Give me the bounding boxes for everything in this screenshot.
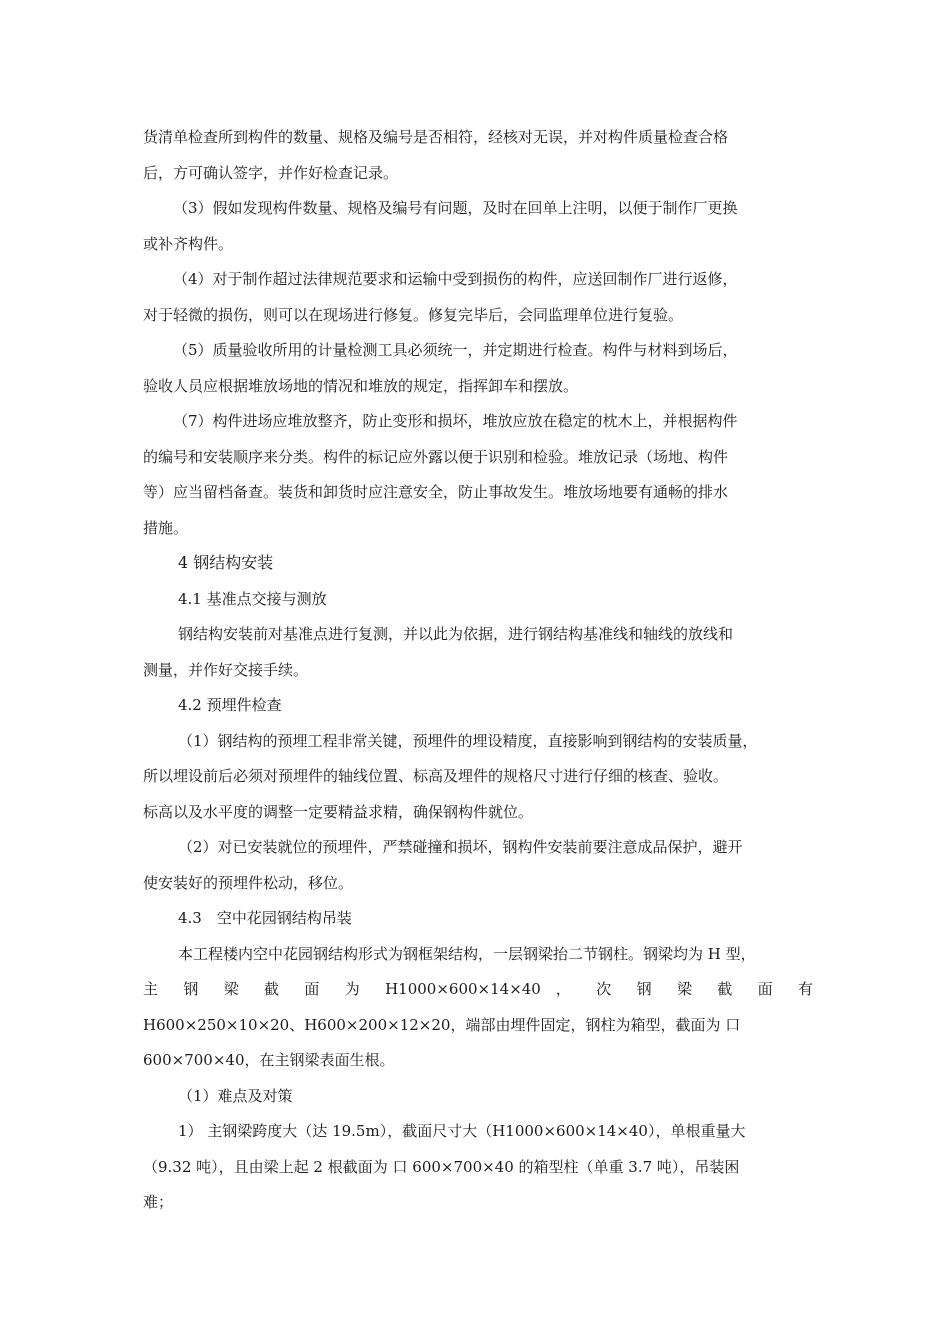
body-text-line: 对于轻微的损伤，则可以在现场进行修复。修复完毕后，会同监理单位进行复验。 — [143, 306, 684, 324]
body-text-line: 所以埋设前后必须对预埋件的轴线位置、标高及埋件的规格尺寸进行仔细的核查、验收。 — [143, 767, 729, 785]
body-text-line: 600×700×40，在主钢梁表面生根。 — [143, 1051, 395, 1069]
subsection-heading: 4.3 空中花园钢结构吊装 — [178, 909, 352, 927]
list-item-2: （2）对已安装就位的预埋件，严禁碰撞和损坏，钢构件安装前要注意成品保护，避开 — [178, 838, 743, 856]
body-text-line: 措施。 — [143, 519, 189, 537]
body-text-line: 或补齐构件。 — [143, 235, 234, 253]
list-item-5: （5）质量验收所用的计量检测工具必须统一，并定期进行检查。构件与材料到场后， — [173, 341, 738, 359]
body-text-line: 的编号和安装顺序来分类。构件的标记应外露以便于识别和检验。堆放记录（场地、构件 — [143, 448, 729, 466]
subsection-heading: 4.1 基准点交接与测放 — [178, 590, 327, 608]
body-text-line: 本工程楼内空中花园钢结构形式为钢框架结构，一层钢梁抬二节钢柱。钢梁均为 H 型， — [178, 945, 756, 963]
body-text-line: 等）应当留档备查。装货和卸货时应注意安全，防止事故发生。堆放场地要有通畅的排水 — [143, 483, 729, 501]
body-text-line: 使安装好的预埋件松动，移位。 — [143, 874, 354, 892]
body-text-line: 验收人员应根据堆放场地的情况和堆放的规定，指挥卸车和摆放。 — [143, 377, 579, 395]
body-text-line: 后，方可确认签字，并作好检查记录。 — [143, 164, 399, 182]
body-text-line: 货清单检查所到构件的数量、规格及编号是否相符，经核对无误，并对构件质量检查合格 — [143, 128, 729, 146]
body-text-line: 测量，并作好交接手续。 — [143, 661, 309, 679]
list-item-1: （1）钢结构的预埋工程非常关键，预埋件的埋设精度，直接影响到钢结构的安装质量， — [178, 732, 758, 750]
list-item-1: 1） 主钢梁跨度大（达 19.5m），截面尺寸大（H1000×600×14×40），单根重量大 — [178, 1122, 746, 1140]
subsection-heading: 4.2 预埋件检查 — [178, 696, 282, 714]
section-heading: 4 钢结构安装 — [178, 553, 274, 572]
list-item-3: （3）假如发现构件数量、规格及编号有问题，及时在回单上注明，以便于制作厂更换 — [173, 199, 738, 217]
list-item-7: （7）构件进场应堆放整齐，防止变形和损坏，堆放应放在稳定的枕木上，并根据构件 — [173, 412, 738, 430]
body-text-line: 钢结构安装前对基准点进行复测，并以此为依据，进行钢结构基准线和轴线的放线和 — [178, 625, 734, 643]
subheading-difficulties: （1）难点及对策 — [178, 1087, 293, 1105]
body-text-line: （9.32 吨），且由梁上起 2 根截面为 口 600×700×40 的箱型柱（单重 3.7 吨），吊装困 — [143, 1158, 740, 1176]
body-text-line: 标高以及水平度的调整一定要精益求精，确保钢构件就位。 — [143, 803, 534, 821]
body-text-line: 难； — [143, 1193, 174, 1211]
body-text-line: H600×250×10×20、H600×200×12×20，端部由埋件固定，钢柱为箱型，截面为 口 — [143, 1016, 741, 1034]
body-text-line: 主 钢 梁 截 面 为 H1000×600×14×40 ， 次 钢 梁 截 面 有 — [143, 980, 813, 998]
list-item-4: （4）对于制作超过法律规范要求和运输中受到损伤的构件，应送回制作厂进行返修， — [173, 270, 738, 288]
